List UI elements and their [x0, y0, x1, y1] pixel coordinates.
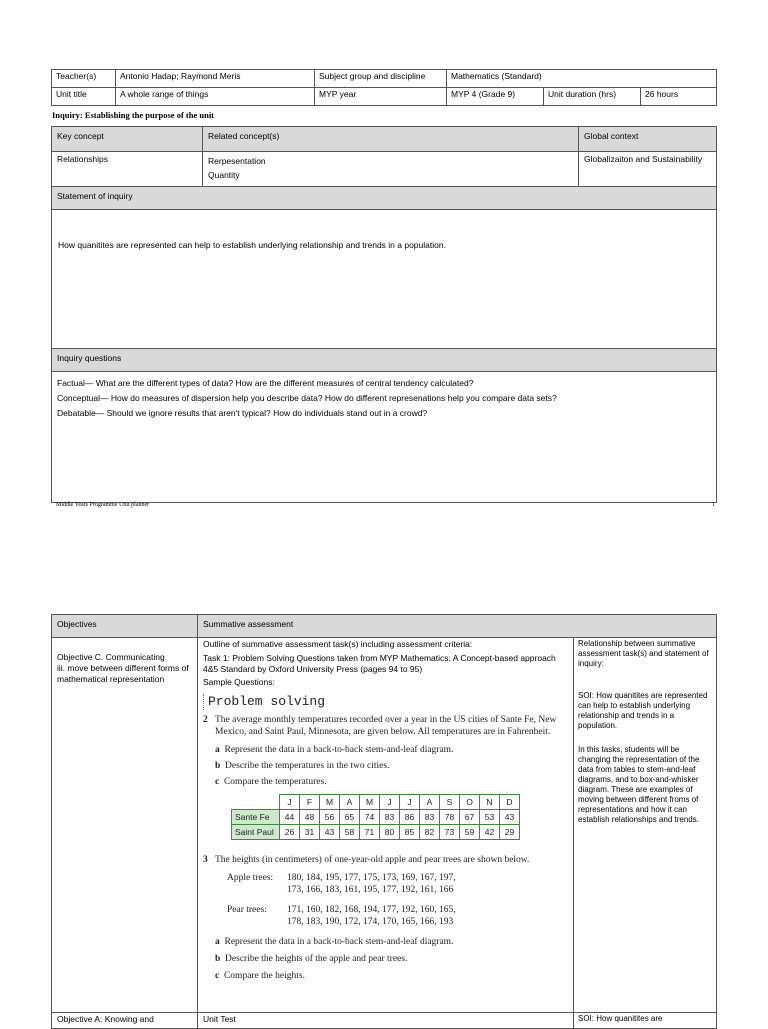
duration-value: 26 hours — [641, 88, 717, 106]
month-header: F — [300, 795, 320, 810]
city2-label: Saint Paul — [232, 825, 280, 840]
month-header: A — [420, 795, 440, 810]
sante-fe-temp: 48 — [300, 810, 320, 825]
duration-label: Unit duration (hrs) — [544, 88, 641, 106]
sante-fe-temp: 44 — [280, 810, 300, 825]
q3b-letter: b — [215, 954, 221, 964]
month-header: J — [380, 795, 400, 810]
q2a-letter: a — [215, 745, 220, 755]
summative-header: Summative assessment — [198, 615, 717, 638]
q2b-text: Describe the temperatures in the two cities. — [225, 761, 390, 771]
saint-paul-temp: 26 — [280, 825, 300, 840]
objective-c: Objective C. Communicating — [57, 652, 165, 662]
temperature-table — [231, 794, 520, 840]
objectives-header: Objectives — [52, 615, 198, 638]
objective-c-sub: iii. move between different forms of mathematical representation — [57, 663, 189, 684]
key-concept-value: Relationships — [52, 152, 203, 187]
iq-conceptual: Conceptual— How do measures of dispersion help you describe data? How do different represenations help you compare data sets? — [57, 393, 557, 403]
teacher-value: Antonio Hadap; Raymond Meris — [116, 70, 315, 88]
sample-questions-label: Sample Questions: — [203, 677, 275, 687]
sante-fe-temp: 83 — [420, 810, 440, 825]
saint-paul-temp: 82 — [420, 825, 440, 840]
sante-fe-temp: 67 — [460, 810, 480, 825]
key-concept-header: Key concept — [52, 127, 203, 152]
saint-paul-temp: 85 — [400, 825, 420, 840]
q3b-text: Describe the heights of the apple and pear trees. — [225, 954, 408, 964]
q3a-letter: a — [215, 937, 220, 947]
related-concepts-header: Related concept(s) — [203, 127, 579, 152]
unit-info-table — [51, 69, 717, 106]
sante-fe-temp: 86 — [400, 810, 420, 825]
saint-paul-row — [232, 825, 520, 840]
inquiry-questions-body — [52, 372, 717, 503]
month-header: J — [280, 795, 300, 810]
question-2 — [203, 714, 568, 738]
saint-paul-temp: 59 — [460, 825, 480, 840]
pear-line-2: 178, 183, 190, 172, 174, 170, 165, 166, 193 — [287, 917, 454, 927]
iq-debatable: Debatable— Should we ignore results that aren't typical? How do individuals stand out in a crowd? — [57, 408, 428, 418]
inquiry-questions-header: Inquiry questions — [52, 349, 717, 372]
inquiry-heading-rest: : Establishing the purpose of the unit — [79, 110, 215, 120]
sante-fe-temp: 83 — [380, 810, 400, 825]
saint-paul-temp: 29 — [500, 825, 520, 840]
soi-repeat: SOI: How quanitites are represented can help to establish underlying relationship and trends in a population. — [578, 691, 708, 730]
q2b-letter: b — [215, 761, 221, 771]
apple-data — [203, 872, 568, 896]
inquiry-heading — [52, 110, 214, 120]
saint-paul-temp: 58 — [340, 825, 360, 840]
relationship-cell — [574, 638, 717, 1013]
month-header: D — [500, 795, 520, 810]
saint-paul-temp: 71 — [360, 825, 380, 840]
sante-fe-temp: 78 — [440, 810, 460, 825]
pear-label: Pear trees: — [227, 905, 267, 915]
summative-table — [51, 614, 717, 1029]
task-description: Task 1: Problem Solving Questions taken from MYP Mathematics: A Concept-based approach 4&5 Standard by Oxford University Press (pages 94 to 95) — [203, 653, 556, 674]
saint-paul-temp: 43 — [320, 825, 340, 840]
relationship-label: Relationship between summative assessment task(s) and statement of inquiry: — [578, 639, 709, 668]
q3c-letter: c — [215, 971, 220, 981]
q3a-text: Represent the data in a back-to-back stem-and-leaf diagram. — [224, 937, 454, 947]
q3-number: 3 — [203, 855, 208, 865]
apple-line-2: 173, 166, 183, 161, 195, 177, 192, 161, 166 — [287, 885, 454, 895]
objective-a: Objective A: Knowing and — [52, 1013, 198, 1029]
apple-line-1: 180, 184, 195, 177, 175, 173, 169, 167, 197, — [287, 873, 456, 883]
month-row — [232, 795, 520, 810]
city1-label: Sante Fe — [232, 810, 280, 825]
apple-label: Apple trees: — [227, 873, 274, 883]
inquiry-heading-bold: Inquiry — [52, 110, 80, 120]
task-explanation: In this tasks, students will be changing the representation of the data from tables to stem-and-leaf diagrams, and to box-and-whisker diagram. These are examples of moving between different froms of representations and how it can establish relationships and trends. — [578, 745, 700, 824]
unit-title-value: A whole range of things — [116, 88, 315, 106]
unit-title-label: Unit title — [52, 88, 116, 106]
sante-fe-temp: 65 — [340, 810, 360, 825]
inquiry-table — [51, 126, 717, 503]
saint-paul-temp: 80 — [380, 825, 400, 840]
subject-label: Subject group and discipline — [315, 70, 447, 88]
unit-test: Unit Test — [198, 1013, 574, 1029]
myp-year-label: MYP year — [315, 88, 447, 106]
q3-text: The heights (in centimeters) of one-year-old apple and pear trees are shown below. — [215, 855, 530, 865]
month-header: A — [340, 795, 360, 810]
global-context-value: Globalizaiton and Sustainability — [579, 152, 717, 187]
saint-paul-temp: 42 — [480, 825, 500, 840]
q2c-letter: c — [215, 777, 220, 787]
myp-year-value: MYP 4 (Grade 9) — [447, 88, 544, 106]
related-concepts-value — [203, 152, 579, 187]
month-header: S — [440, 795, 460, 810]
related-concept-2: Quantity — [208, 170, 240, 180]
month-header: N — [480, 795, 500, 810]
footer-title: Middle Years Programme Unit planner — [56, 502, 150, 508]
saint-paul-temp: 73 — [440, 825, 460, 840]
soi-partial: SOI: How quanitites are — [574, 1013, 717, 1029]
soi-header: Statement of inquiry — [52, 187, 717, 210]
month-header: M — [360, 795, 380, 810]
q2-number: 2 — [203, 715, 208, 725]
month-header: M — [320, 795, 340, 810]
sante-fe-temp: 43 — [500, 810, 520, 825]
q3c-text: Compare the heights. — [223, 971, 305, 981]
q2a-text: Represent the data in a back-to-back stem-and-leaf diagram. — [224, 745, 454, 755]
month-header: O — [460, 795, 480, 810]
outline-label: Outline of summative assessment task(s) including assessment criteria: — [203, 639, 473, 649]
related-concept-1: Rerpesentation — [208, 156, 266, 166]
question-3 — [203, 854, 568, 866]
q2-text: The average monthly temperatures recorded over a year in the US cities of Sante Fe, New Mexico, and Saint Paul, Minnesota, are given below. All temperatures are in Fahrenheit. — [215, 715, 557, 737]
sante-fe-row — [232, 810, 520, 825]
subject-value: Mathematics (Standard) — [447, 70, 717, 88]
sante-fe-temp: 53 — [480, 810, 500, 825]
objectives-cell — [52, 638, 198, 1013]
month-header: J — [400, 795, 420, 810]
global-context-header: Global context — [579, 127, 717, 152]
saint-paul-temp: 31 — [300, 825, 320, 840]
pear-data — [203, 904, 568, 928]
q2c-text: Compare the temperatures. — [223, 777, 327, 787]
page-number: 1 — [712, 502, 715, 508]
pear-line-1: 171, 160, 182, 168, 194, 177, 192, 160, 165, — [287, 905, 456, 915]
iq-factual: Factual— What are the different types of data? How are the different measures of central tendency calculated? — [57, 378, 474, 388]
problem-solving-title: Problem solving — [203, 694, 568, 710]
soi-body: How quanitites are represented can help to establish underlying relationship and trends in a population. — [52, 210, 717, 349]
summative-task-cell — [198, 638, 574, 1013]
teacher-label: Teacher(s) — [52, 70, 116, 88]
sante-fe-temp: 56 — [320, 810, 340, 825]
sante-fe-temp: 74 — [360, 810, 380, 825]
textbook-excerpt — [203, 694, 568, 985]
